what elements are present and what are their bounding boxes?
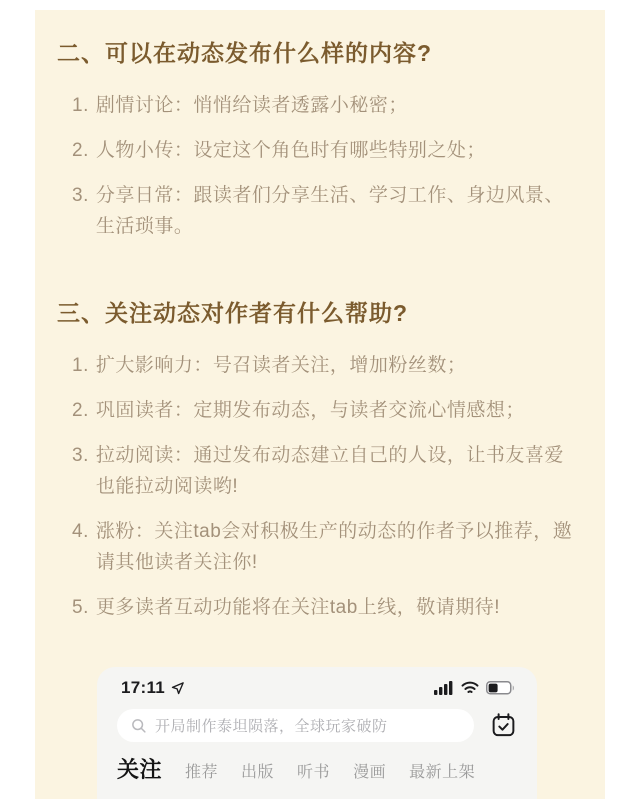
list-item-text: 剧情讨论：悄悄给读者透露小秘密； xyxy=(95,95,408,116)
list-item-text: 扩大影响力：号召读者关注，增加粉丝数； xyxy=(95,355,467,376)
search-row xyxy=(97,709,537,742)
list-item-number: 1. xyxy=(72,355,89,376)
search-input[interactable] xyxy=(117,709,474,742)
list-item xyxy=(72,180,583,242)
battery-icon xyxy=(486,681,515,695)
announcement-panel xyxy=(35,10,605,799)
section-2-title: 二、可以在动态发布什么样的内容? xyxy=(57,40,433,66)
tab-recommend[interactable]: 推荐 xyxy=(185,764,219,781)
signal-bars-icon xyxy=(434,681,454,695)
location-arrow-icon xyxy=(170,681,185,696)
section-3-list xyxy=(57,350,583,623)
list-item-number: 2. xyxy=(72,400,89,421)
search-icon xyxy=(131,718,147,734)
list-item xyxy=(72,90,583,121)
list-item xyxy=(72,350,583,381)
list-item-number: 2. xyxy=(72,140,89,161)
tab-follow[interactable]: 关注 xyxy=(117,757,163,782)
list-item xyxy=(72,395,583,426)
app-screenshot-card xyxy=(97,667,537,799)
announcement-content xyxy=(35,10,605,623)
list-item-text: 更多读者互动功能将在关注tab上线，敬请期待! xyxy=(95,597,501,618)
list-item-text: 拉动阅读：通过发布动态建立自己的人设，让书友喜爱也能拉动阅读哟! xyxy=(95,445,564,497)
status-right xyxy=(434,681,515,695)
wifi-icon xyxy=(461,681,479,695)
search-placeholder: 开局制作泰坦陨落，全球玩家破防 xyxy=(155,718,388,735)
tab-comics[interactable]: 漫画 xyxy=(353,764,387,781)
list-item-number: 1. xyxy=(72,95,89,116)
section-3-title: 三、关注动态对作者有什么帮助? xyxy=(57,300,409,326)
list-item-text: 巩固读者：定期发布动态，与读者交流心情感想； xyxy=(95,400,525,421)
list-item-number: 3. xyxy=(72,445,89,466)
tab-new-arrival[interactable]: 最新上架 xyxy=(409,764,476,781)
tab-publish[interactable]: 出版 xyxy=(241,764,275,781)
list-item-number: 3. xyxy=(72,185,89,206)
list-item-number: 5. xyxy=(72,597,89,618)
list-item-text: 分享日常：跟读者们分享生活、学习工作、身边风景、生活琐事。 xyxy=(95,185,564,237)
list-item-text: 涨粉：关注tab会对积极生产的动态的作者予以推荐，邀请其他读者关注你! xyxy=(95,521,573,573)
list-item xyxy=(72,592,583,623)
calendar-check-icon xyxy=(490,712,517,739)
list-item xyxy=(72,135,583,166)
status-time: 17:11 xyxy=(121,678,166,697)
status-bar xyxy=(97,667,537,698)
section-2-list xyxy=(57,90,583,242)
list-item-number: 4. xyxy=(72,521,89,542)
tab-audiobook[interactable]: 听书 xyxy=(297,764,331,781)
category-tabs xyxy=(97,753,537,784)
check-in-button[interactable] xyxy=(490,712,517,739)
list-item xyxy=(72,440,583,502)
list-item xyxy=(72,516,583,578)
status-left xyxy=(121,678,185,698)
list-item-text: 人物小传：设定这个角色时有哪些特别之处； xyxy=(95,140,486,161)
